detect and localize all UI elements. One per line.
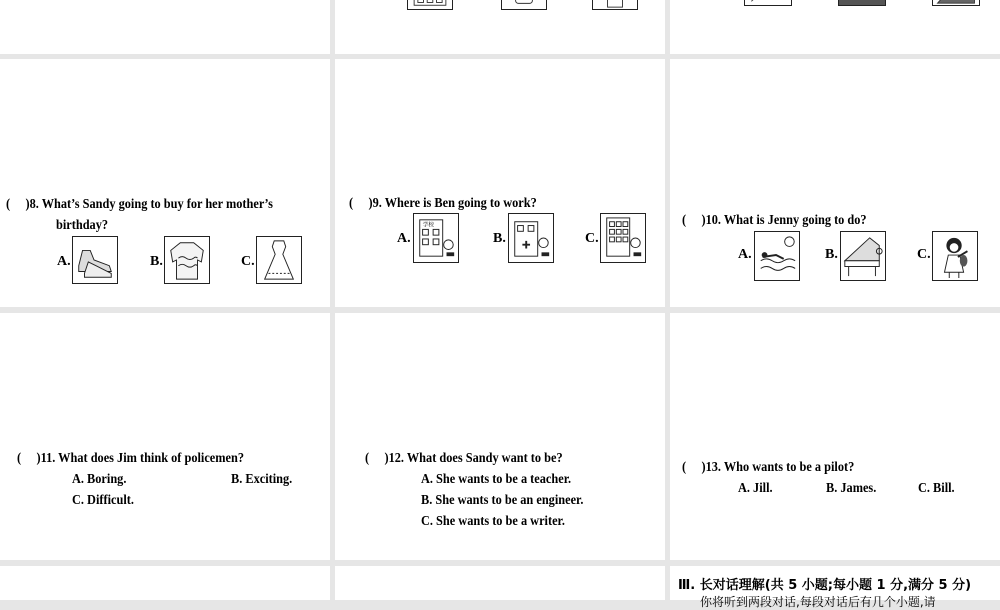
option-c-label: C.: [917, 247, 931, 262]
option-b-label: B.: [493, 231, 506, 246]
option-c: C. She wants to be a writer.: [421, 514, 565, 529]
piano-icon: [840, 231, 886, 281]
option-b-label: B.: [150, 254, 163, 269]
sweater-icon: [164, 236, 210, 284]
question-11-text: ( )11. What does Jim think of policemen?: [17, 451, 245, 466]
partial-picture-a: [407, 0, 453, 10]
section-3-title: Ⅲ. 长对话理解(共 5 小题;每小题 1 分,满分 5 分): [678, 578, 972, 593]
option-c: C. Difficult.: [72, 493, 134, 508]
option-b: B. James.: [826, 481, 877, 496]
question-9-text: ( )9. Where is Ben going to work?: [349, 196, 537, 211]
question-13-cell: [670, 313, 1000, 560]
option-c: C. Bill.: [918, 481, 955, 496]
option-b: B. Exciting.: [231, 472, 293, 487]
question-13-text: ( )13. Who wants to be a pilot?: [682, 460, 855, 475]
partial-picture-b: [501, 0, 547, 10]
cell-top-left: [0, 0, 330, 54]
question-11-cell: [0, 313, 330, 560]
swimmer-icon: [754, 231, 800, 281]
svg-text:学校: 学校: [422, 222, 435, 229]
cell-bottom-middle: [335, 566, 665, 600]
section-3-instruction: 你将听到两段对话,每段对话后有几个小题,请: [700, 595, 936, 609]
cell-bottom-left: [0, 566, 330, 600]
question-12-text: ( )12. What does Sandy want to be?: [365, 451, 563, 466]
section-3-cell: [670, 566, 1000, 609]
question-8-text: ( )8. What’s Sandy going to buy for her mother’s: [6, 197, 273, 212]
shoes-icon: [72, 236, 118, 284]
cell-top-right: [670, 0, 1000, 54]
partial-picture-e: [838, 0, 886, 6]
question-10-cell: [670, 59, 1000, 307]
option-a-label: A.: [738, 247, 752, 262]
violin-player-icon: [932, 231, 978, 281]
option-a: A. Jill.: [738, 481, 773, 496]
question-10-text: ( )10. What is Jenny going to do?: [682, 213, 867, 228]
question-12-cell: [335, 313, 665, 560]
question-8-cell: [0, 59, 330, 307]
question-8-text-cont: birthday?: [56, 218, 109, 233]
option-c-label: C.: [241, 254, 255, 269]
office-building-icon: [600, 213, 646, 263]
cell-top-middle: [335, 0, 665, 54]
option-a: A. Boring.: [72, 472, 127, 487]
partial-picture-f: [932, 0, 980, 6]
option-a: A. She wants to be a teacher.: [421, 472, 572, 487]
option-a-label: A.: [57, 254, 71, 269]
option-a-label: A.: [397, 231, 411, 246]
partial-picture-d: [744, 0, 792, 6]
hospital-building-icon: [508, 213, 554, 263]
partial-picture-c: [592, 0, 638, 10]
school-building-icon: [413, 213, 459, 263]
question-9-cell: [335, 59, 665, 307]
option-b: B. She wants to be an engineer.: [421, 493, 584, 508]
option-c-label: C.: [585, 231, 599, 246]
option-b-label: B.: [825, 247, 838, 262]
dress-icon: [256, 236, 302, 284]
